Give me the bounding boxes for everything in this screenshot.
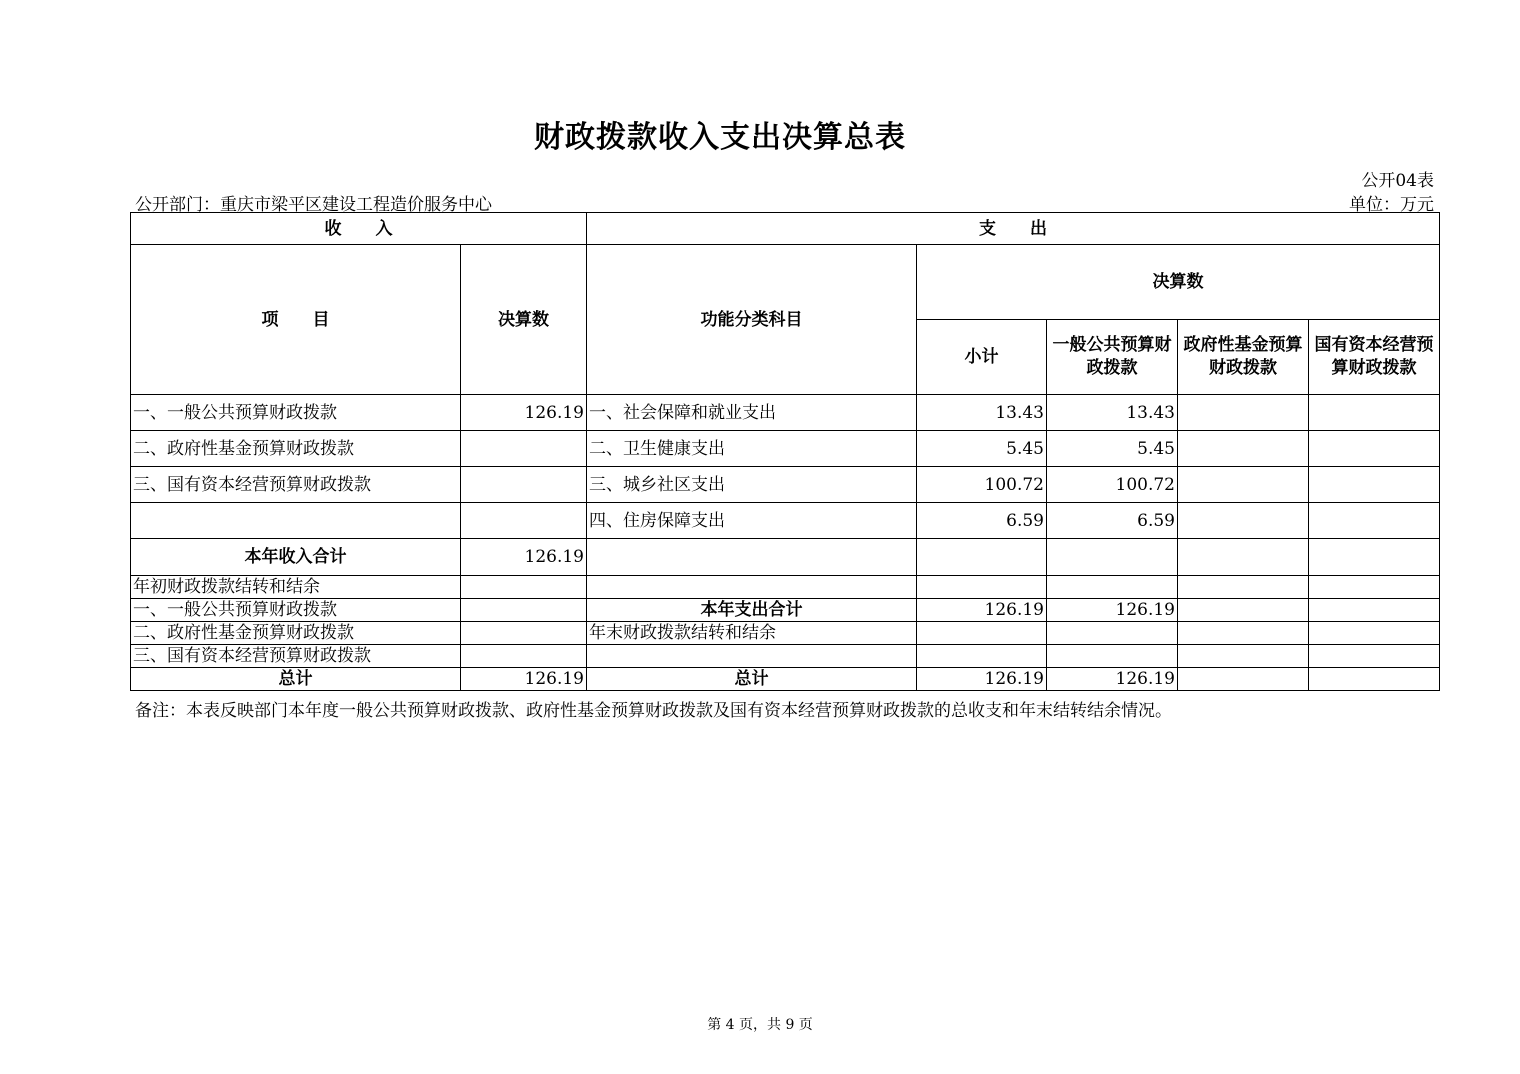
income-amount	[461, 431, 587, 467]
gov-fund-header: 政府性基金预算财政拨款	[1178, 320, 1309, 395]
capital-value	[1309, 395, 1440, 431]
income-header: 收 入	[131, 213, 587, 245]
budget-table	[130, 212, 1440, 691]
state-capital-header: 国有资本经营预算财政拨款	[1309, 320, 1440, 395]
grand-total-income-amount: 126.19	[461, 668, 587, 691]
general-value: 13.43	[1047, 395, 1178, 431]
general-value	[1047, 622, 1178, 645]
expense-item: 四、住房保障支出	[587, 503, 917, 539]
item-header: 项 目	[131, 245, 461, 395]
expense-item: 年末财政拨款结转和结余	[587, 622, 917, 645]
year-expense-total-label: 本年支出合计	[587, 599, 917, 622]
table-row	[131, 431, 1440, 467]
general-value: 100.72	[1047, 467, 1178, 503]
fund-value	[1178, 467, 1309, 503]
expense-item: 三、城乡社区支出	[587, 467, 917, 503]
fund-value	[1178, 395, 1309, 431]
fund-value	[1178, 431, 1309, 467]
subtotal-value: 13.43	[917, 395, 1047, 431]
expense-item	[587, 645, 917, 668]
subtotal-value: 126.19	[917, 599, 1047, 622]
subtotal-value: 6.59	[917, 503, 1047, 539]
subtotal-value: 100.72	[917, 467, 1047, 503]
expense-item: 一、社会保障和就业支出	[587, 395, 917, 431]
subtotal-value: 5.45	[917, 431, 1047, 467]
year-income-total-row	[131, 539, 1440, 576]
expense-header: 支 出	[587, 213, 1440, 245]
income-item: 二、政府性基金预算财政拨款	[131, 622, 461, 645]
table-row	[131, 395, 1440, 431]
fund-value	[1178, 503, 1309, 539]
general-value	[1047, 645, 1178, 668]
income-amount	[461, 503, 587, 539]
table-row	[131, 467, 1440, 503]
income-item: 一、一般公共预算财政拨款	[131, 599, 461, 622]
unit-label: 单位：万元	[1349, 195, 1434, 215]
grand-total-row	[131, 668, 1440, 691]
income-item: 三、国有资本经营预算财政拨款	[131, 467, 461, 503]
capital-value	[1309, 467, 1440, 503]
table-row	[131, 503, 1440, 539]
grand-total-general: 126.19	[1047, 668, 1178, 691]
page-title: 财政拨款收入支出决算总表	[534, 120, 906, 155]
year-income-total-label: 本年收入合计	[131, 539, 461, 576]
income-amount	[461, 467, 587, 503]
grand-total-subtotal: 126.19	[917, 668, 1047, 691]
income-item: 二、政府性基金预算财政拨款	[131, 431, 461, 467]
year-income-total-amount: 126.19	[461, 539, 587, 576]
beginning-balance-row	[131, 576, 1440, 599]
income-amount: 126.19	[461, 395, 587, 431]
general-value: 6.59	[1047, 503, 1178, 539]
subtotal-header: 小计	[917, 320, 1047, 395]
expense-item: 二、卫生健康支出	[587, 431, 917, 467]
form-number: 公开04表	[1361, 171, 1434, 191]
page-footer: 第 4 页，共 9 页	[707, 1017, 813, 1033]
grand-total-income-label: 总计	[131, 668, 461, 691]
general-value: 126.19	[1047, 599, 1178, 622]
subtotal-value	[917, 622, 1047, 645]
department-label: 公开部门：重庆市梁平区建设工程造价服务中心	[135, 195, 492, 215]
table-note: 备注：本表反映部门本年度一般公共预算财政拨款、政府性基金预算财政拨款及国有资本经营预算财政拨款的总收支和年末结转结余情况。	[135, 701, 1172, 721]
subtotal-value	[917, 645, 1047, 668]
table-row	[131, 599, 1440, 622]
general-value: 5.45	[1047, 431, 1178, 467]
capital-value	[1309, 503, 1440, 539]
table-row	[131, 645, 1440, 668]
income-item: 一、一般公共预算财政拨款	[131, 395, 461, 431]
table-row	[131, 622, 1440, 645]
function-category-header: 功能分类科目	[587, 245, 917, 395]
grand-total-expense-label: 总计	[587, 668, 917, 691]
final-amount-group-header: 决算数	[917, 245, 1440, 320]
general-budget-header: 一般公共预算财政拨款	[1047, 320, 1178, 395]
final-amount-header: 决算数	[461, 245, 587, 395]
income-item: 三、国有资本经营预算财政拨款	[131, 645, 461, 668]
capital-value	[1309, 431, 1440, 467]
income-item	[131, 503, 461, 539]
beginning-balance-label: 年初财政拨款结转和结余	[131, 576, 461, 599]
